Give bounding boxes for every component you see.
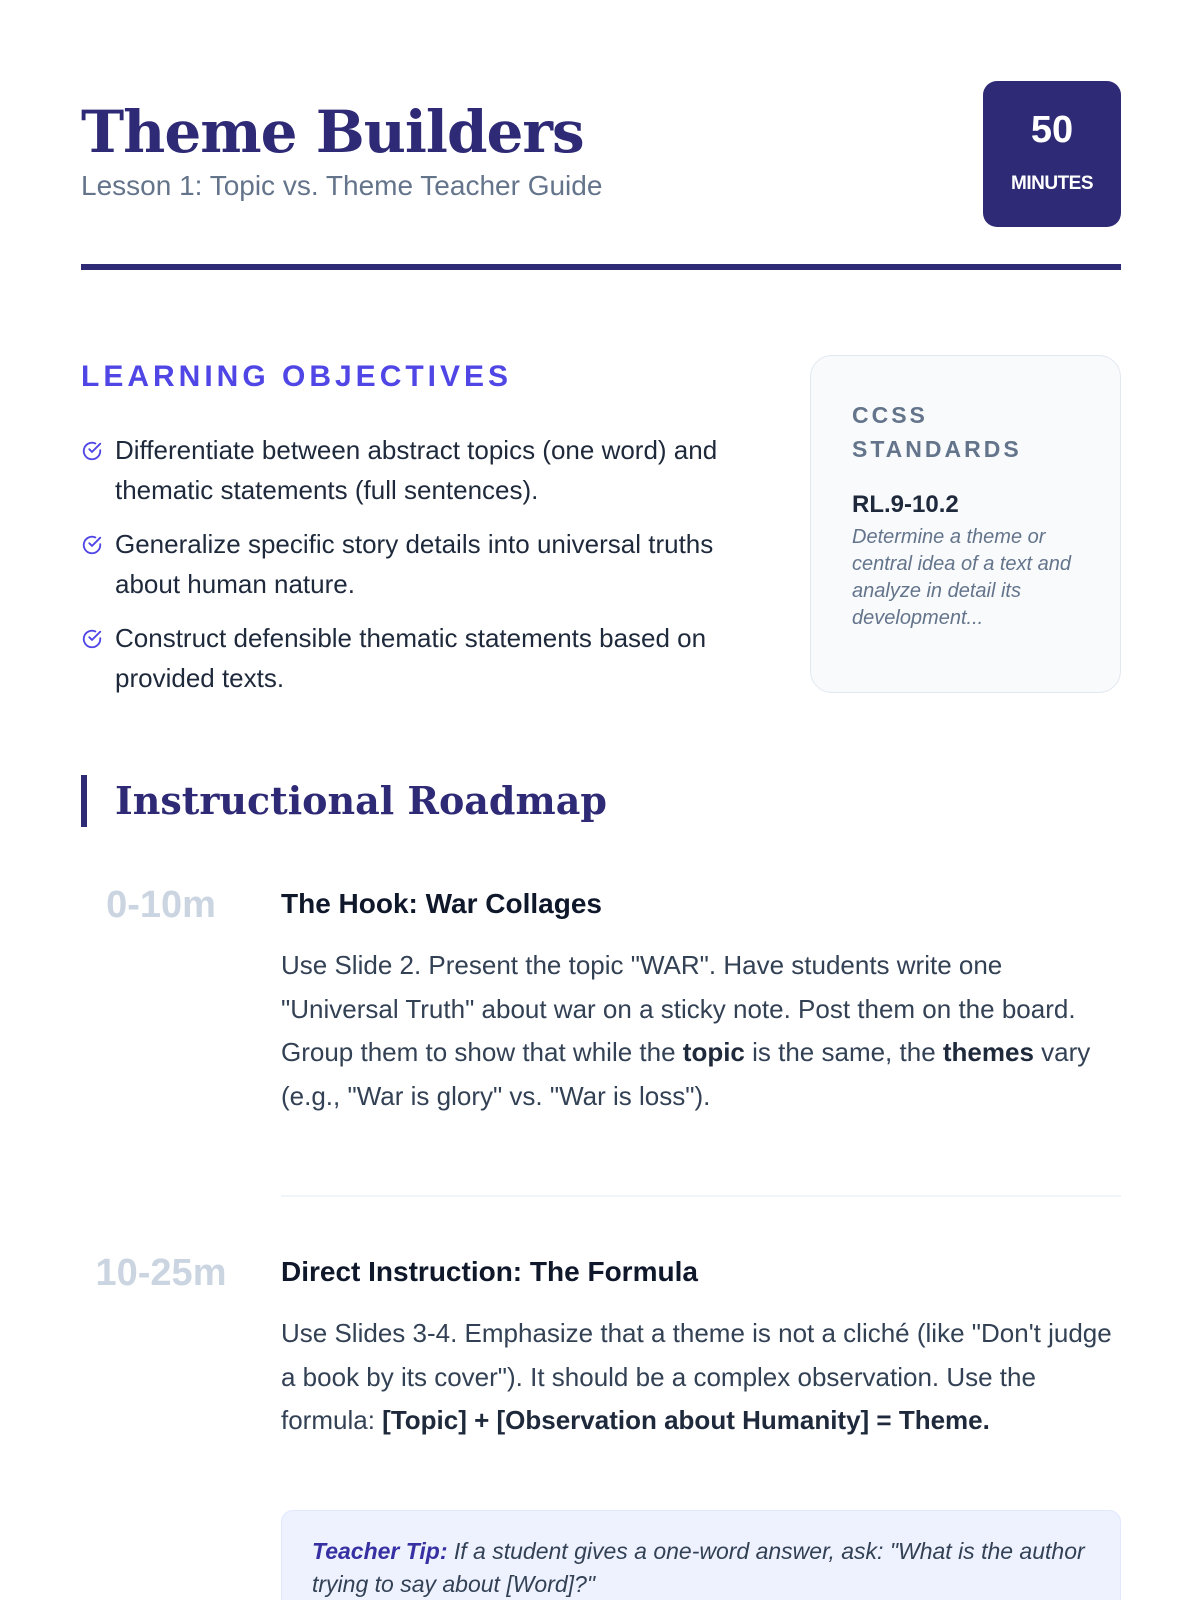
step-body-text: Use Slides 3-4. Emphasize that a theme is not a cliché (like "Don't judge a book by its cover"). It should be a complex observation. Use the formula:	[281, 1318, 1112, 1435]
step-time: 10-25m	[95, 1252, 227, 1294]
duration-value: 50	[1030, 109, 1074, 151]
objectives-list	[81, 430, 761, 712]
objective-text: Construct defensible thematic statements based on provided texts.	[115, 623, 707, 693]
standard-code: RL.9-10.2	[852, 491, 959, 518]
step-body	[281, 1312, 1121, 1443]
step-body-bold: topic	[682, 1037, 745, 1067]
teacher-tip-label: Teacher Tip:	[312, 1538, 448, 1564]
step-time: 0-10m	[106, 884, 216, 926]
page-title: Theme Builders	[81, 98, 584, 166]
step-body-text: is the same, the	[744, 1037, 943, 1067]
step-divider	[281, 1195, 1121, 1197]
standards-card	[810, 355, 1121, 693]
check-circle-icon	[81, 440, 103, 462]
teacher-tip-text: If a student gives a one-word answer, ask: "What is the author trying to say about [Word]?"	[312, 1538, 1085, 1597]
standards-heading: CCSS STANDARDS	[852, 402, 1022, 462]
step-title: Direct Instruction: The Formula	[281, 1256, 698, 1287]
duration-unit: MINUTES	[1011, 173, 1093, 194]
step-body	[281, 944, 1121, 1118]
objective-text: Generalize specific story details into universal truths about human nature.	[115, 529, 714, 599]
objectives-heading: LEARNING OBJECTIVES	[81, 360, 513, 393]
objective-item	[81, 618, 761, 698]
teacher-tip	[281, 1510, 1121, 1600]
objective-item	[81, 524, 761, 604]
check-circle-icon	[81, 534, 103, 556]
page-subtitle: Lesson 1: Topic vs. Theme Teacher Guide	[81, 170, 603, 201]
step-body-text: Use Slide 2. Present the topic "WAR". Have students write one "Universal Truth" about war on a sticky note. Post them on the board. Group them to show that while the	[281, 950, 1076, 1067]
page-header	[81, 80, 1121, 270]
objective-text: Differentiate between abstract topics (one word) and thematic statements (full sentences).	[115, 435, 718, 505]
step-body-bold: themes	[942, 1037, 1034, 1067]
step-body-text: vary (e.g., "War is glory" vs. "War is loss").	[281, 1037, 1091, 1111]
step-title: The Hook: War Collages	[281, 888, 603, 919]
step-body-bold: [Topic] + [Observation about Humanity] = Theme.	[382, 1405, 990, 1435]
objective-item	[81, 430, 761, 510]
roadmap-heading: Instructional Roadmap	[81, 775, 607, 827]
duration-badge	[983, 81, 1121, 227]
check-circle-icon	[81, 628, 103, 650]
standard-description: Determine a theme or central idea of a text and analyze in detail its development...	[852, 526, 1072, 629]
